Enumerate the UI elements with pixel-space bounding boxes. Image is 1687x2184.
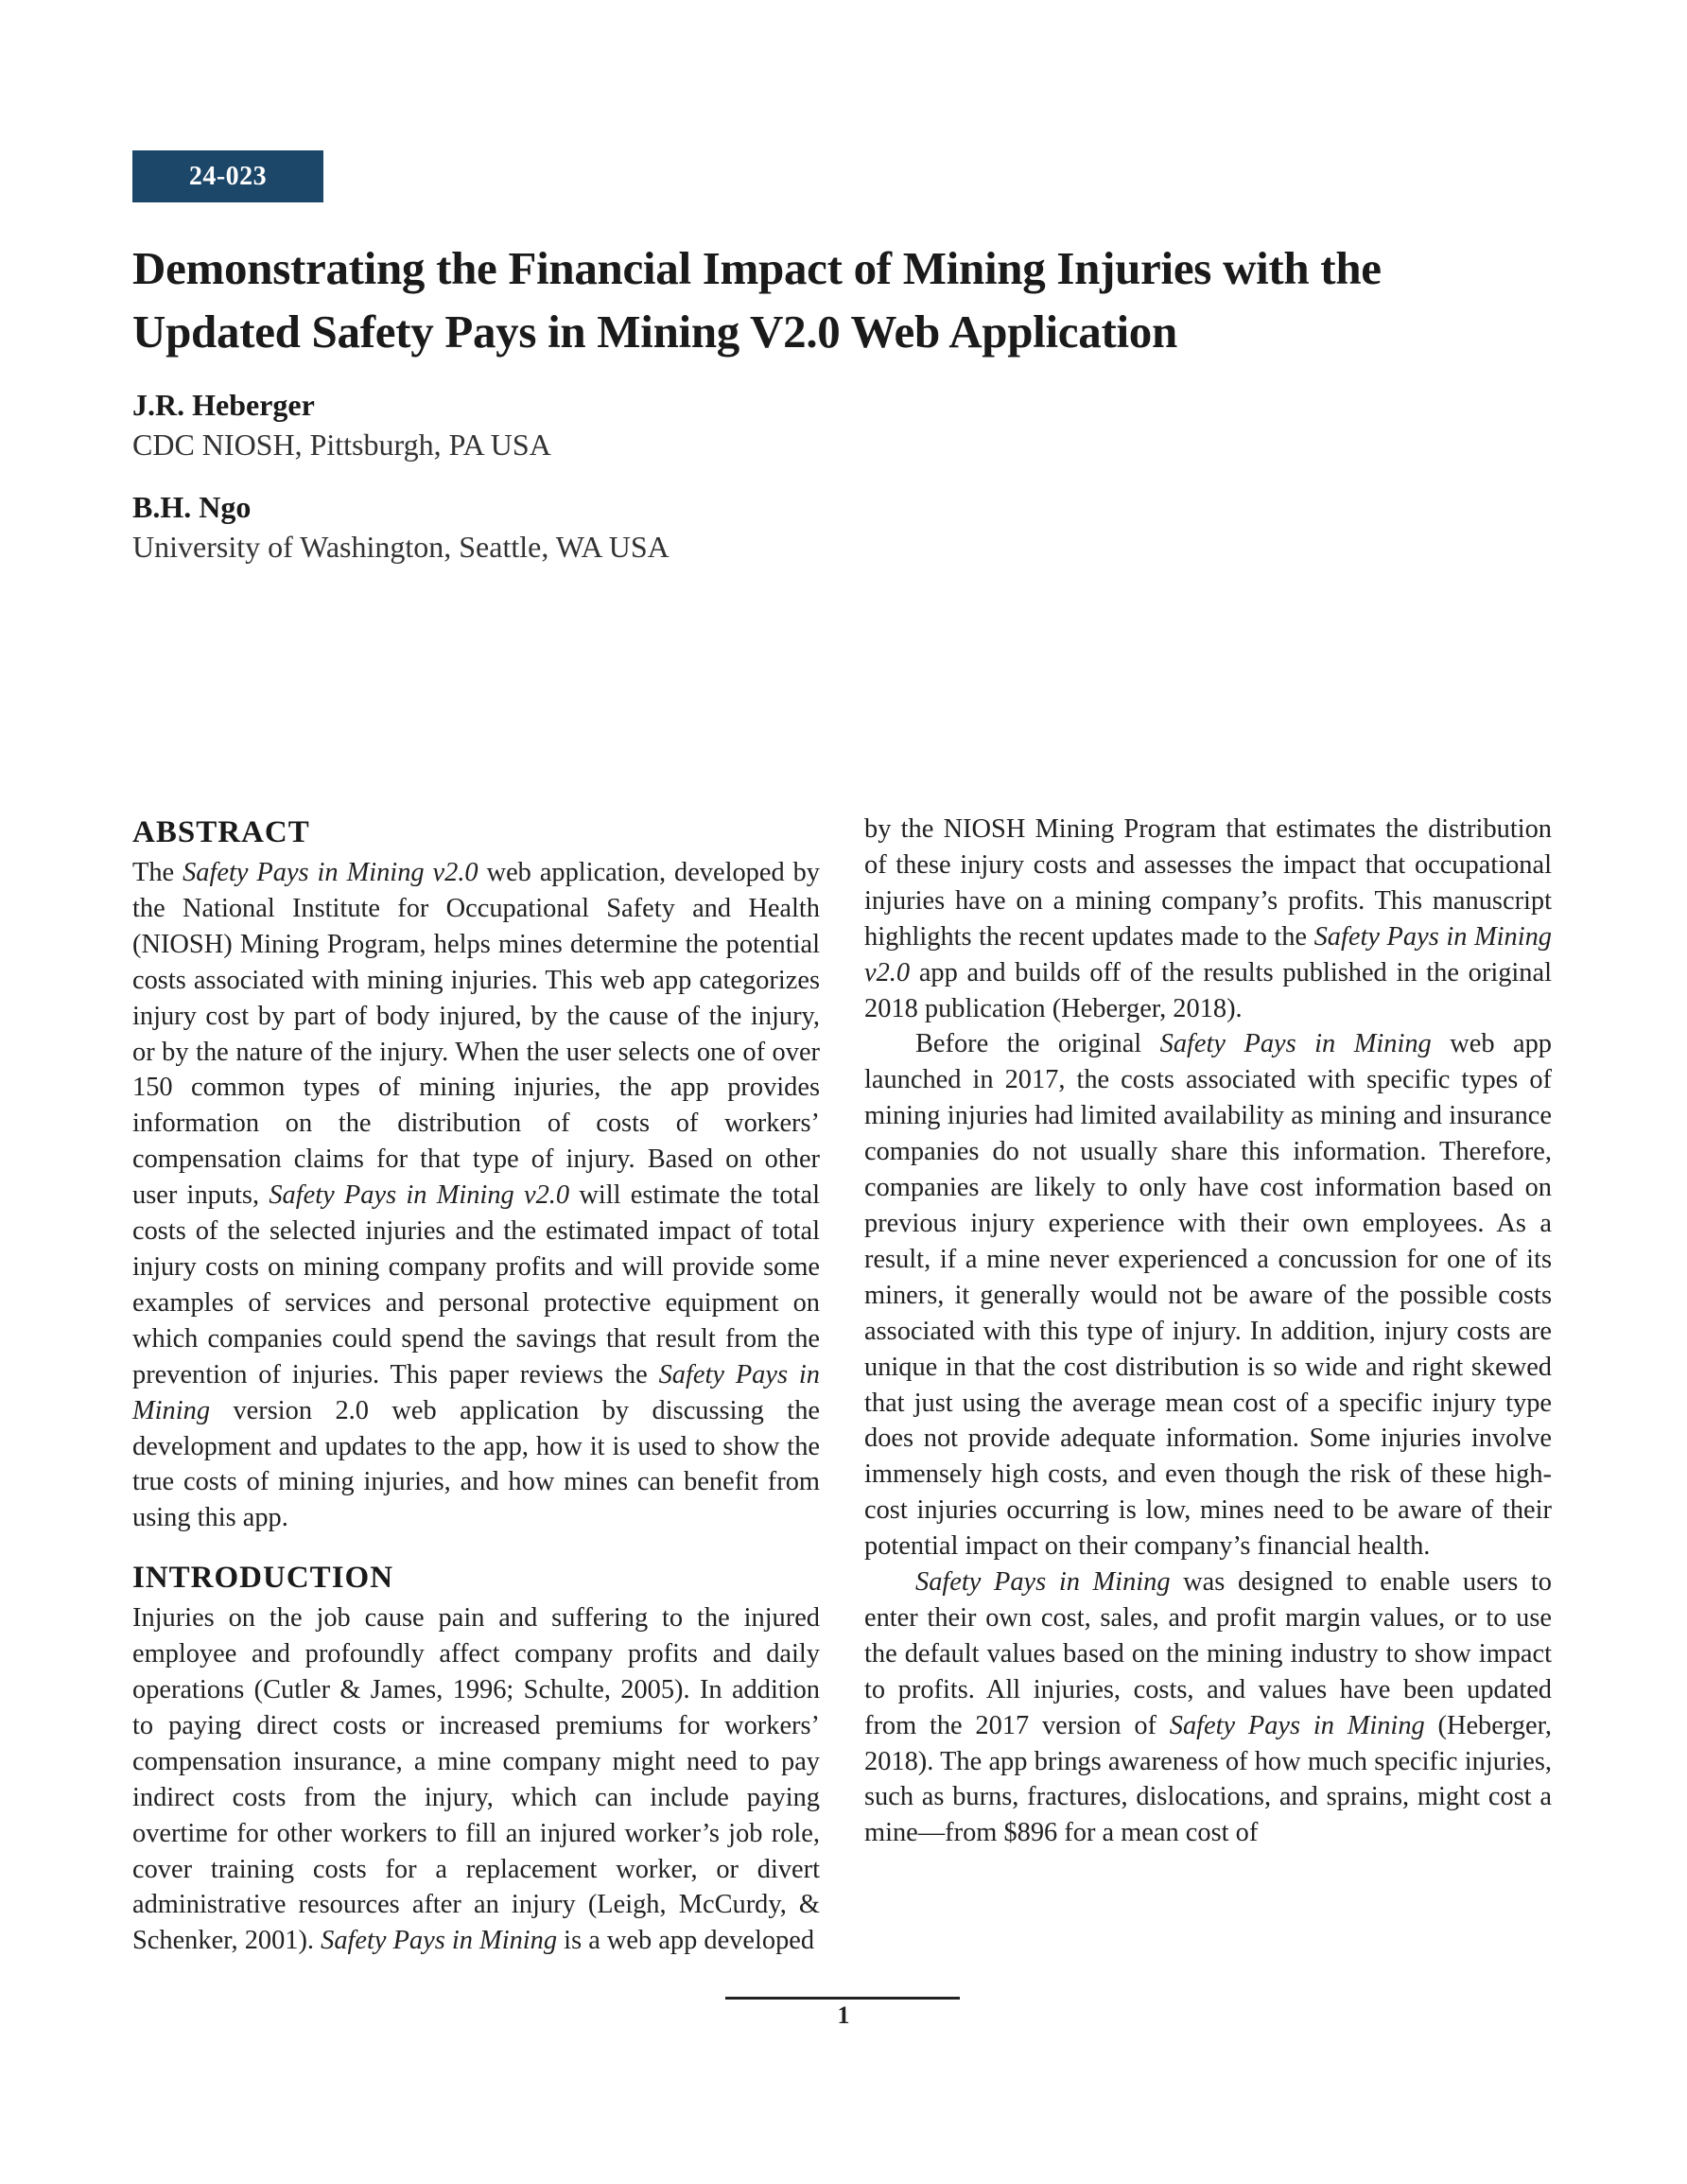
introduction-paragraph: Before the original Safety Pays in Mining web app launched in 2017, the costs associated with specific types of mining injuries had limited availability as mining and insurance companies do not usually share this information. Therefore, companies are likely to only have cost information based on previous injury experience with their own employees. As a result, if a mine never experienced a concussion for one of its miners, it generally would not be aware of the possible costs associated with this type of injury. In addition, injury costs are unique in that the cost distribution is so wide and right skewed that just using the average mean cost of a specific injury type does not provide adequate information. Some injuries involve immensely high costs, and even though the risk of these high-cost injuries occurring is low, mines need to be aware of their potential impact on their company’s financial health. xyxy=(864,1029,1552,1562)
abstract-heading: ABSTRACT xyxy=(132,815,310,849)
right-column xyxy=(864,812,1552,1851)
paper-title: Demonstrating the Financial Impact of Mining Injuries with the Updated Safety Pays in Mining V2.0 Web Application xyxy=(132,242,1382,358)
author-name: J.R. Heberger xyxy=(132,388,315,422)
author-affiliation: University of Washington, Seattle, WA USA xyxy=(132,530,670,564)
left-column xyxy=(132,812,820,1959)
paper-id-badge: 24-023 xyxy=(132,150,323,202)
introduction-paragraph-continued: by the NIOSH Mining Program that estimates the distribution of these injury costs and assesses the impact that occupational injuries have on a mining company’s profits. This manuscript highlights the recent updates made to the Safety Pays in Mining v2.0 app and builds off of the results published in the original 2018 publication (Heberger, 2018). xyxy=(864,814,1552,1023)
page-number: 1 xyxy=(837,2001,850,2029)
introduction-heading: INTRODUCTION xyxy=(132,1561,394,1596)
abstract-paragraph: The Safety Pays in Mining v2.0 web application, developed by the National Institute for Occupational Safety and Health (NIOSH) Mining Program, helps mines determine the potential costs associated with mining injuries. This web app categorizes injury cost by part of body injured, by the cause of the injury, or by the nature of the injury. When the user selects one of over 150 common types of mining injuries, the app provides information on the distribution of costs of workers’ compensation claims for that type of injury. Based on other user inputs, Safety Pays in Mining v2.0 will estimate the total costs of the selected injuries and the estimated impact of total injury costs on mining company profits and will provide some examples of services and personal protective equipment on which companies could spend the savings that result from the prevention of injuries. This paper reviews the Safety Pays in Mining version 2.0 web application by discussing the development and updates to the app, how it is used to show the true costs of mining injuries, and how mines can benefit from using this app. xyxy=(132,858,820,1533)
introduction-paragraph: Safety Pays in Mining was designed to enable users to enter their own cost, sales, and profit margin values, or to use the default values based on the mining industry to show impact to profits. All injuries, costs, and values have been updated from the 2017 version of Safety Pays in Mining (Heberger, 2018). The app brings awareness of how much specific injuries, such as burns, fractures, dislocations, and sprains, might cost a mine—from $896 for a mean cost of xyxy=(864,1567,1552,1848)
author-affiliation: CDC NIOSH, Pittsburgh, PA USA xyxy=(132,428,551,462)
introduction-paragraph: Injuries on the job cause pain and suffering to the injured employee and profoundly affect company profits and daily operations (Cutler & James, 1996; Schulte, 2005). In addition to paying direct costs or increased premiums for workers’ compensation insurance, a mine company might need to pay indirect costs from the injury, which can include paying overtime for other workers to fill an injured worker’s job role, cover training costs for a replacement worker, or divert administrative resources after an injury (Leigh, McCurdy, & Schenker, 2001). Safety Pays in Mining is a web app developed xyxy=(132,1603,820,1956)
footer-rule xyxy=(725,1997,960,2000)
author-name: B.H. Ngo xyxy=(132,490,252,524)
